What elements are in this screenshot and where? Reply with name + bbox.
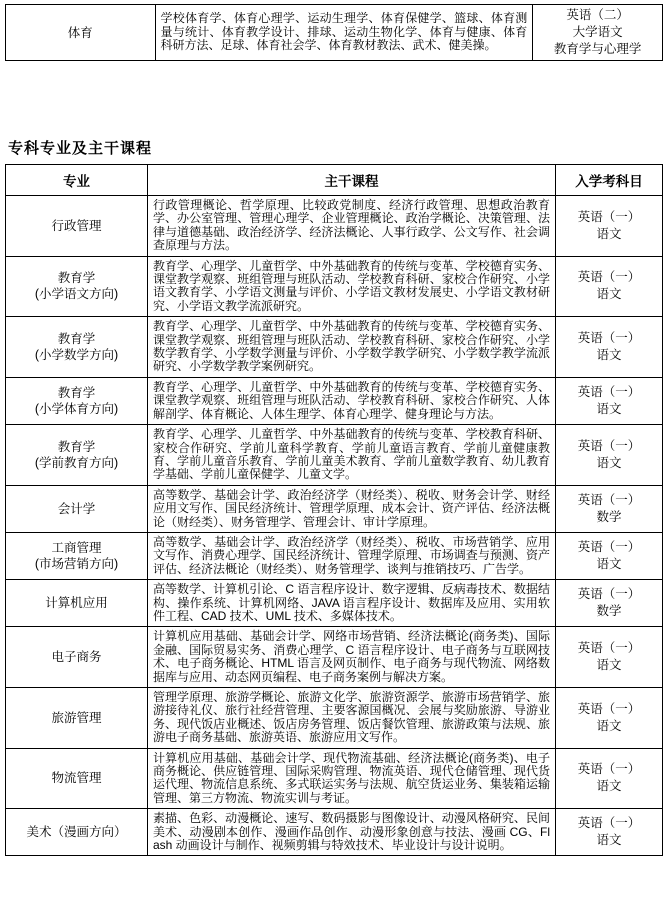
exam-subjects-cell [556,688,663,749]
major-line: 电子商务 [51,650,102,665]
exam-subjects-cell [556,809,663,856]
exam-subject-line: 英语（一） [577,209,641,224]
courses-cell: 高等数学、基础会计学、政治经济学（财经类）、税收、市场营销学、应用文写作、消费心理学、国民经济统计、管理学原理、市场调查与预测、资产评估、经济法概论（财经类）、财务管理学、谈判与推销技巧、广告学。 [148,532,556,579]
major-line: (小学语文方向) [34,287,119,302]
exam-subject-line: 数学 [596,509,622,524]
major-line: (市场营销方向) [34,557,119,572]
exam-subject-line: 英语（一） [577,762,641,777]
exam-subject-line: 英语（一） [577,438,641,453]
courses-cell: 教育学、心理学、儿童哲学、中外基础教育的传统与变革、学校德育实务、课堂教学观察、班组管理与班队活动、学校教育科研、家校合作研究、小学语文教育学、小学语文测量与评价、小学语文教材发展史、小学语文教材研究、小学语文教学流派研究。 [148,256,556,317]
exam-subject-line: 语文 [596,348,622,363]
courses-cell: 教育学、心理学、儿童哲学、中外基础教育的传统与变革、学校德育实务、课堂教学观察、班组管理与班队活动、学校教育科研、家校合作研究、小学数学教育学、小学数学测量与评价、小学数学教学研究、小学数学教学流派研究、小学数学教学案例研究。 [148,317,556,378]
exam-subjects-cell [556,748,663,809]
table-row [6,532,663,579]
major-cell [6,580,148,627]
header-courses: 主干课程 [148,165,556,196]
table-row [6,377,663,424]
section-title: 专科专业及主干课程 [8,140,153,157]
major-line: 美术（漫画方向） [26,825,127,840]
courses-cell: 计算机应用基础、基础会计学、现代物流基础、经济法概论(商务类)、电子商务概论、供应链管理、国际采购管理、物流英语、现代仓储管理、现代货运代理、物流信息系统、多式联运实务与法规、航空货运业务、集装箱运输管理、第三方物流、物流实训与考证。 [148,748,556,809]
exam-subject-line: 数学 [596,604,622,619]
exam-subject-line: 英语（一） [577,270,641,285]
exam-subjects-cell [556,256,663,317]
courses-cell: 高等数学、基础会计学、政治经济学（财经类）、税收、财务会计学、财经应用文写作、国民经济统计、管理学原理、成本会计、资产评估、经济法概论（财经类）、财务管理学、管理会计、审计学原理。 [148,485,556,532]
major-cell [6,377,148,424]
exam-subject-line: 英语（一） [577,384,641,399]
exam-subject-line: 语文 [596,226,622,241]
exam-subject-line: 英语（一） [577,816,641,831]
table-row [6,5,663,61]
courses-cell: 计算机应用基础、基础会计学、网络市场营销、经济法概论(商务类)、国际金融、国际贸易实务、消费心理学、C 语言程序设计、电子商务与互联网技术、电子商务概论、HTML 语言及网页制作、电子商务与现代物流、网络数据库与应用、动态网页编程、电子商务案例与解决方案。 [148,627,556,688]
courses-cell: 教育学、心理学、儿童哲学、中外基础教育的传统与变革、学校德育实务、课堂教学观察、班组管理与班队活动、学校教育科研、家校合作研究、人体解剖学、体育概论、人体生理学、体育心理学、健身理论与方法。 [148,377,556,424]
table-row [6,580,663,627]
major-line: (小学数学方向) [34,348,119,363]
major-cell [6,688,148,749]
exam-subjects-cell [556,627,663,688]
major-line: 工商管理 [51,541,102,556]
major-cell [6,627,148,688]
exam-subject-line: 语文 [596,658,622,673]
table-row [6,627,663,688]
exam-subjects-cell [556,580,663,627]
table-row [6,485,663,532]
table-header-row [6,165,663,196]
exam-subjects-cell [556,317,663,378]
exam-subject-line: 英语（二） [566,8,629,22]
courses-cell: 行政管理概论、哲学原理、比较政党制度、经济行政管理、思想政治教育学、办公室管理、管理心理学、企业管理概论、政治学概论、决策管理、法律与道德基础、政治经济学、经济法概论、人事行政学、公文写作、社会调查原理与方法。 [148,196,556,257]
major-cell [6,317,148,378]
table-row [6,748,663,809]
courses-cell: 高等数学、计算机引论、C 语言程序设计、数字逻辑、反病毒技术、数据结构、操作系统、计算机网络、JAVA 语言程序设计、数据库及应用、实用软件工程、CAD 技术、UML 技术、多媒体技术。 [148,580,556,627]
table-row [6,317,663,378]
major-cell [6,425,148,486]
major-line: 教育学 [57,385,96,400]
table-row [6,688,663,749]
exam-subjects-cell [556,196,663,257]
major-cell [6,809,148,856]
courses-cell: 管理学原理、旅游学概论、旅游文化学、旅游资源学、旅游市场营销学、旅游接待礼仪、旅行社经营管理、主要客源国概况、会展与奖励旅游、导游业务、现代饭店业概述、饭店房务管理、饭店餐饮管理、旅游政策与法规、旅游电子商务基础、旅游英语、旅游应用文写作。 [148,688,556,749]
major-line: 行政管理 [51,218,102,233]
major-cell [6,748,148,809]
exam-subject-line: 教育学与心理学 [553,42,642,56]
header-major: 专业 [6,165,148,196]
major-cell [6,196,148,257]
exam-subject-line: 英语（一） [577,540,641,555]
major-line: 计算机应用 [45,596,108,611]
college-majors-table [5,164,663,856]
major-line: 教育学 [57,271,96,286]
table-row [6,809,663,856]
table-row [6,256,663,317]
exam-subjects-cell [556,377,663,424]
exam-subject-line: 英语（一） [577,641,641,656]
major-label: 体育 [67,25,93,40]
exam-subject-line: 语文 [596,779,622,794]
exam-subject-line: 语文 [596,718,622,733]
exam-subject-line: 英语（一） [577,492,641,507]
exam-subjects-cell [556,485,663,532]
table-row [6,196,663,257]
header-exam: 入学考科目 [556,165,663,196]
courses-cell: 素描、色彩、动漫概论、速写、数码摄影与图像设计、动漫风格研究、民间美术、动漫剧本创作、漫画作品创作、动漫形象创意与技法、漫画 CG、Flash 动画设计与制作、视频剪辑与特效技术、毕业设计与设计说明。 [148,809,556,856]
exam-subjects-cell [556,532,663,579]
exam-subject-line: 语文 [596,833,622,848]
major-line: 物流管理 [51,771,102,786]
exam-subjects-cell [556,425,663,486]
exam-subject-line: 语文 [596,455,622,470]
major-line: (学前教育方向) [34,455,119,470]
exam-subject-line: 大学语文 [572,25,623,39]
major-line: 教育学 [57,439,96,454]
exam-subject-line: 语文 [596,287,622,302]
major-cell [6,5,156,61]
major-cell [6,532,148,579]
undergraduate-sports-table [5,4,663,61]
major-line: 教育学 [57,332,96,347]
table-row [6,425,663,486]
major-cell [6,485,148,532]
exam-subject-line: 语文 [596,401,622,416]
major-line: (小学体育方向) [34,401,119,416]
major-cell [6,256,148,317]
courses-cell: 学校体育学、体育心理学、运动生理学、体育保健学、篮球、体育测量与统计、体育教学设计、排球、运动生物化学、体育与健康、体育科研方法、足球、体育社会学、体育教材教法、武术、健美操。 [155,5,533,61]
major-line: 旅游管理 [51,710,102,725]
courses-cell: 教育学、心理学、儿童哲学、中外基础教育的传统与变革、学校教育科研、家校合作研究、学前儿童科学教育、学前儿童语言教育、学前儿童健康教育、学前儿童音乐教育、学前儿童美术教育、学前儿童数学教育、幼儿教育学基础、学前儿童保健学、儿童文学。 [148,425,556,486]
exam-subject-line: 英语（一） [577,587,641,602]
exam-subject-line: 英语（一） [577,701,641,716]
exam-subject-line: 英语（一） [577,331,641,346]
major-line: 会计学 [57,501,96,516]
exam-subject-line: 语文 [596,557,622,572]
exam-subjects-cell [533,5,663,61]
